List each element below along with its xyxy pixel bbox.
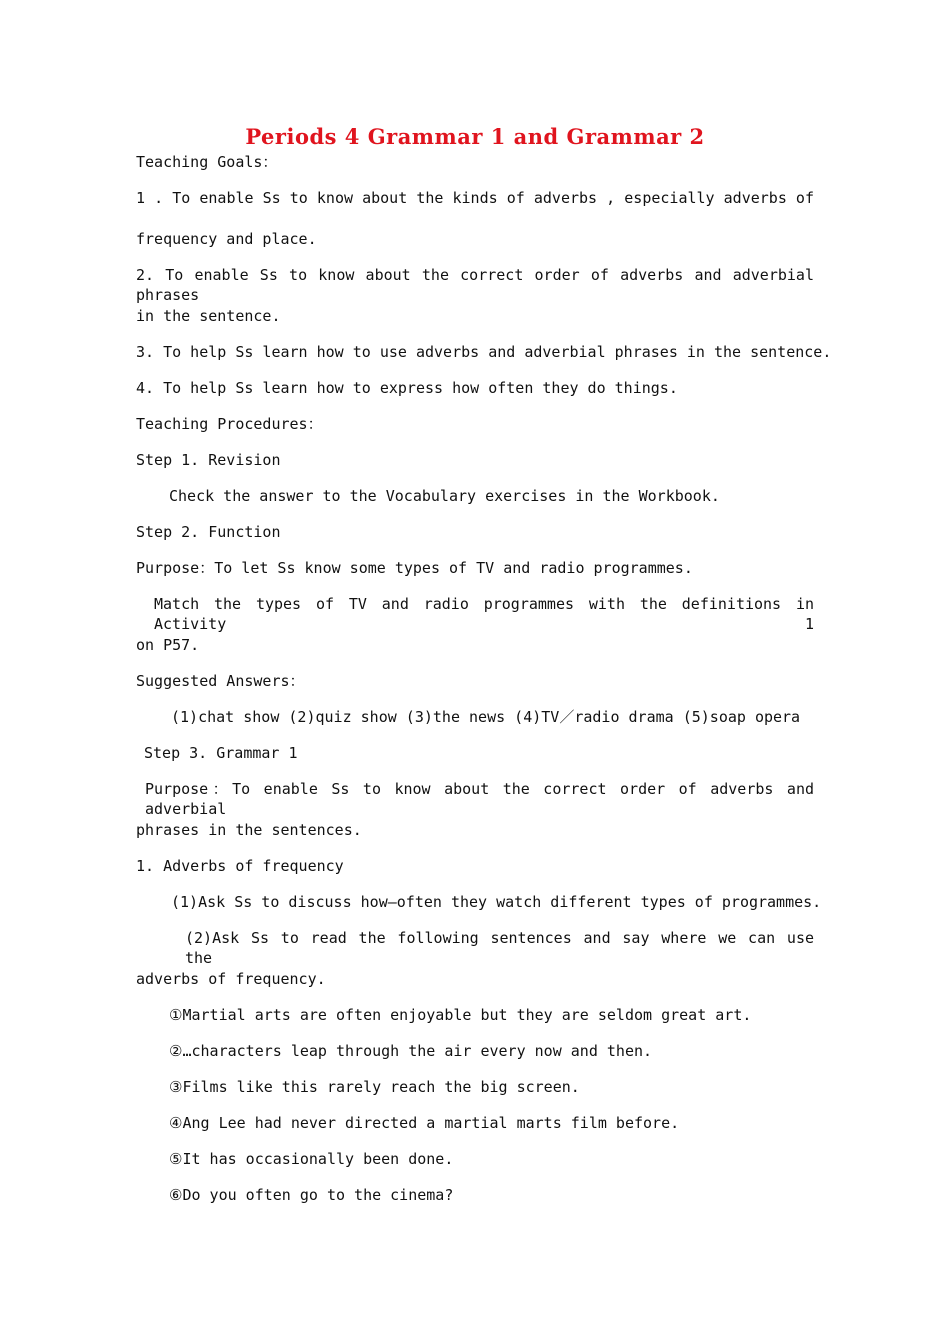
step-3-heading: Step 3. Grammar 1 — [144, 744, 298, 762]
example-sentence-4: ④Ang Lee had never directed a martial marts film before. — [169, 1114, 680, 1132]
suggested-answers-list: (1)chat show (2)quiz show (3)the news (4)TV／radio drama (5)soap opera — [171, 708, 801, 726]
suggested-answers-heading: Suggested Answers： — [136, 672, 305, 690]
step-1-heading: Step 1. Revision — [136, 451, 281, 469]
example-sentence-1: ①Martial arts are often enjoyable but they are seldom great art. — [169, 1006, 752, 1024]
adverbs-of-frequency-heading: 1. Adverbs of frequency — [136, 857, 344, 875]
teaching-goals-heading: Teaching Goals： — [136, 153, 278, 171]
example-sentence-6: ⑥Do you often go to the cinema? — [169, 1186, 454, 1204]
teaching-procedures-heading: Teaching Procedures： — [136, 415, 323, 433]
step-3-purpose-line-1: Purpose：To enable Ss to know about the correct order of adverbs and adverbial — [145, 780, 814, 818]
goal-1-line-2: frequency and place. — [136, 230, 317, 248]
step-1-text: Check the answer to the Vocabulary exercises in the Workbook. — [169, 487, 720, 505]
frequency-task-1: (1)Ask Ss to discuss how—often they watch different types of programmes. — [171, 893, 822, 911]
example-sentence-3: ③Films like this rarely reach the big screen. — [169, 1078, 580, 1096]
step-2-match-line-1: Match the types of TV and radio programmes with the definitions in Activity 1 — [154, 595, 814, 633]
example-sentence-5: ⑤It has occasionally been done. — [169, 1150, 454, 1168]
goal-2-line-2: in the sentence. — [136, 307, 281, 325]
goal-2-line-1: 2. To enable Ss to know about the correct order of adverbs and adverbial phrases — [136, 266, 814, 304]
document-title: Periods 4 Grammar 1 and Grammar 2 — [245, 124, 705, 149]
step-2-match-line-2: on P57. — [136, 636, 200, 654]
goal-1-line-1: 1 . To enable Ss to know about the kinds of adverbs , especially adverbs of — [136, 189, 814, 207]
step-3-purpose-line-2: phrases in the sentences. — [136, 821, 362, 839]
goal-4: 4. To help Ss learn how to express how often they do things. — [136, 379, 678, 397]
frequency-task-2-line-1: (2)Ask Ss to read the following sentences and say where we can use the — [185, 929, 814, 967]
goal-3: 3. To help Ss learn how to use adverbs and adverbial phrases in the sentence. — [136, 343, 832, 361]
frequency-task-2-line-2: adverbs of frequency. — [136, 970, 326, 988]
step-2-purpose: Purpose：To let Ss know some types of TV and radio programmes. — [136, 559, 693, 577]
step-2-heading: Step 2. Function — [136, 523, 281, 541]
example-sentence-2: ②…characters leap through the air every now and then. — [169, 1042, 653, 1060]
